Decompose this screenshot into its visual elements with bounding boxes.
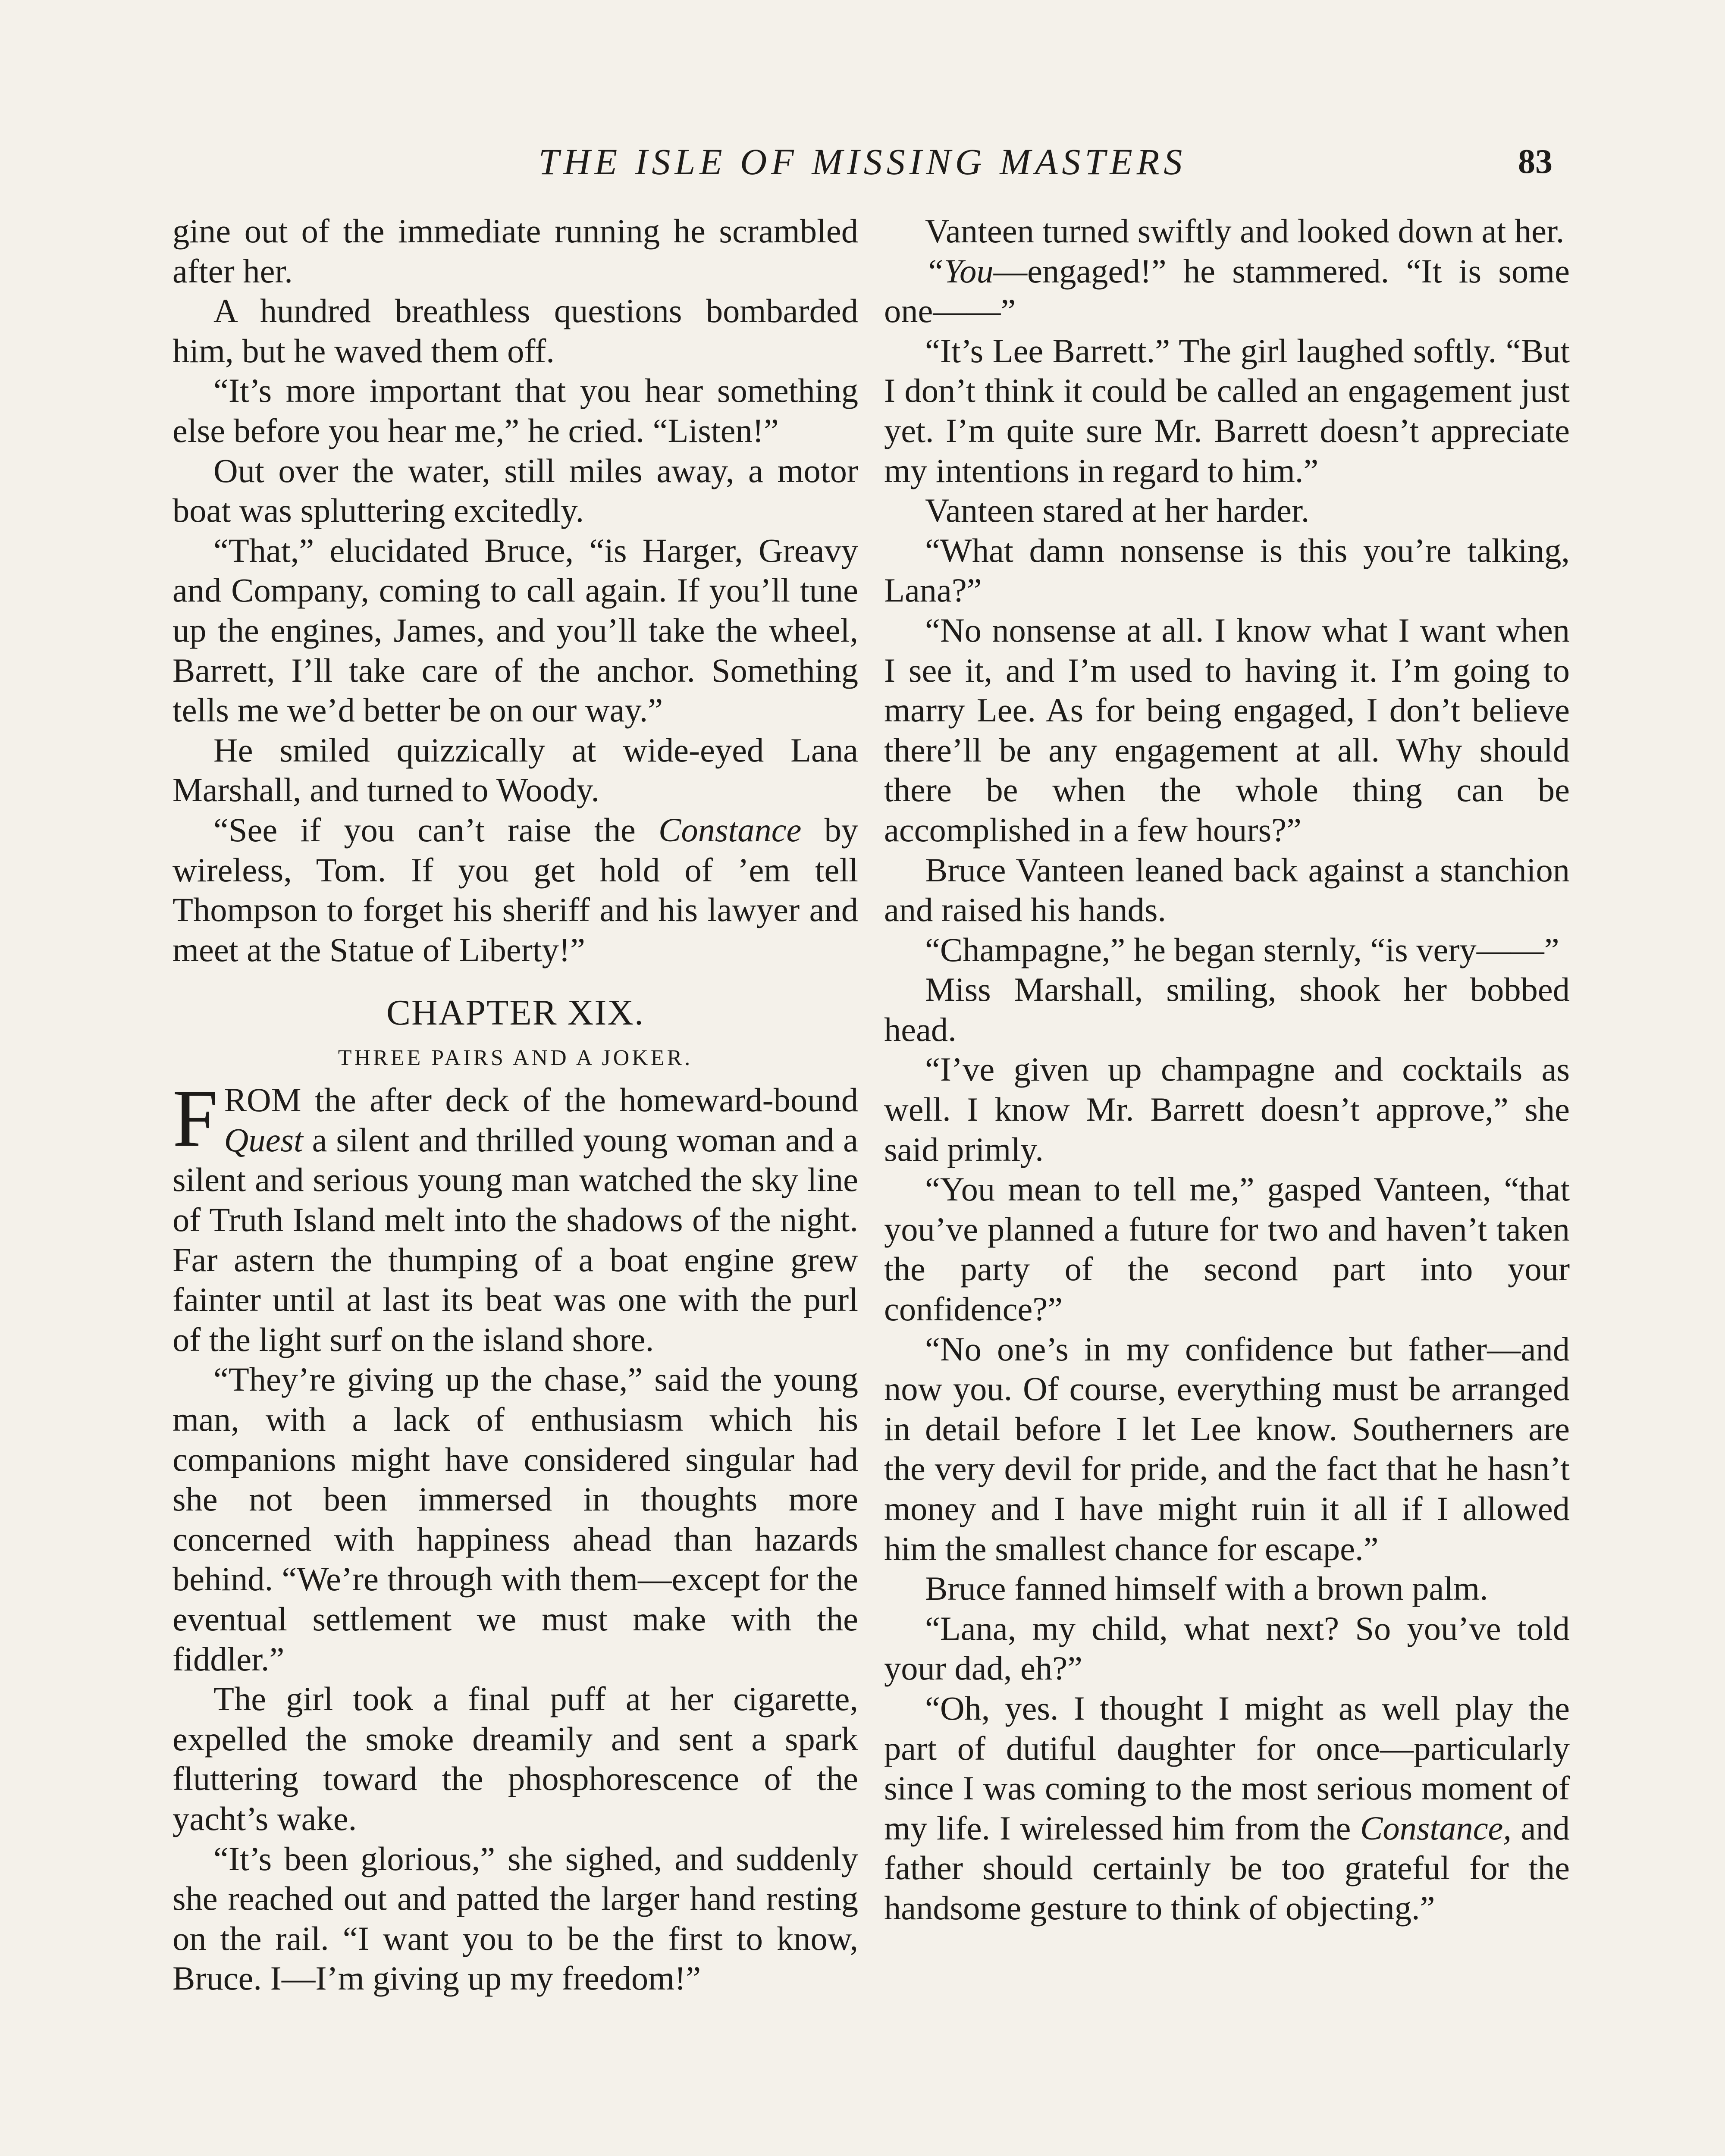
paragraph: Miss Marshall, smiling, shook her bobbed head.	[884, 971, 1570, 1048]
text-run: “See if you can’t raise the	[213, 811, 659, 849]
paragraph: “It’s Lee Barrett.” The girl laughed softly. “But I don’t think it could be called an engagement just yet. I’m quite sure Mr. Barrett doesn’t appreciate my intentions in regard to him.”	[884, 332, 1570, 489]
ship-name: Constance	[659, 811, 802, 849]
ship-name: Quest	[224, 1121, 303, 1159]
paragraph	[172, 1073, 858, 1360]
text-run: —engaged!” he stammered. “It is some one——”	[884, 252, 1570, 330]
paragraph: “No nonsense at all. I know what I want when I see it, and I’m used to having it. I’m going to marry Lee. As for being engaged, I don’t believe there’ll be any engagement at all. Why should there be when the whole thing can be accomplished in a few hours?”	[884, 611, 1570, 849]
text-run: and father should certainly be too grateful for the handsome gesture to think of objecting.”	[884, 1809, 1570, 1927]
paragraph	[172, 810, 858, 970]
paragraph: Bruce Vanteen leaned back against a stanchion and raised his hands.	[884, 851, 1570, 929]
paragraph: “What damn nonsense is this you’re talking, Lana?”	[884, 531, 1570, 609]
paragraph: He smiled quizzically at wide-eyed Lana Marshall, and turned to Woody.	[172, 731, 858, 809]
paragraph: “You mean to tell me,” gasped Vanteen, “that you’ve planned a future for two and haven’t taken the party of the second part into your confidence?”	[884, 1170, 1570, 1328]
left-column	[172, 211, 858, 1999]
paragraph: “It’s been glorious,” she sighed, and suddenly she reached out and patted the larger hand resting on the rail. “I want you to be the first to know, Bruce. I—I’m giving up my freedom!”	[172, 1839, 858, 1997]
paragraph: Out over the water, still miles away, a motor boat was spluttering excitedly.	[172, 451, 858, 530]
running-head	[172, 129, 1552, 194]
text-run: “Oh, yes. I thought I might as well play the part of dutiful daughter for once—particularly since I was coming to the most serious moment of my life. I wirelessed him from the	[884, 1689, 1570, 1847]
running-title: THE ISLE OF MISSING MASTERS	[538, 141, 1187, 182]
paragraph	[884, 1689, 1570, 1928]
paragraph: Vanteen stared at her harder.	[925, 492, 1310, 530]
paragraph: “It’s more important that you hear something else before you hear me,” he cried. “Listen!”	[172, 372, 858, 449]
paragraph: “Champagne,” he began sternly, “is very——”	[925, 931, 1559, 968]
right-column	[884, 211, 1570, 1928]
paragraph	[884, 251, 1570, 331]
chapter-subtitle-text: THREE PAIRS AND A JOKER.	[338, 1046, 693, 1071]
paragraph: The girl took a final puff at her cigarette, expelled the smoke dreamily and sent a spark fluttering toward the phosphorescence of the yacht’s wake.	[172, 1680, 858, 1837]
chapter-title: CHAPTER XIX.	[386, 993, 644, 1033]
paragraph: “No one’s in my confidence but father—and now you. Of course, everything must be arranged in detail before I let Lee know. Southerners are the very devil for pride, and the fact that he hasn’t money and I have might ruin it all if I allowed him the smallest chance for escape.”	[884, 1330, 1570, 1567]
text-run: ROM the after deck of the homeward-bound	[224, 1081, 858, 1119]
paragraph: “I’ve given up champagne and cocktails as well. I know Mr. Barrett doesn’t approve,” she said primly.	[884, 1050, 1570, 1168]
emphasis: “You	[925, 252, 994, 290]
text-run: by wireless, Tom. If you get hold of ’em tell Thompson to forget his sheriff and his lawyer and meet at the Statue of Liberty!”	[172, 811, 858, 968]
text-run: a silent and thrilled young woman and a silent and serious young man watched the sky line of Truth Island melt into the shadows of the night. Far astern the thumping of a boat engine grew fainter until at last its beat was one with the purl of the light surf on the island shore.	[172, 1121, 858, 1358]
paragraph: “That,” elucidated Bruce, “is Harger, Greavy and Company, coming to call again. If you’ll tune up the engines, James, and you’ll take the wheel, Barrett, I’ll take care of the anchor. Something tells me we’d better be on our way.”	[172, 531, 858, 729]
paragraph: gine out of the immediate running he scrambled after her.	[172, 212, 858, 290]
paragraph: Bruce fanned himself with a brown palm.	[925, 1570, 1488, 1608]
paragraph: A hundred breathless questions bombarded him, but he waved them off.	[172, 292, 858, 370]
chapter-subtitle	[172, 1039, 858, 1078]
drop-cap: F	[172, 1073, 218, 1164]
ship-name: Constance,	[1360, 1809, 1512, 1847]
paragraph: Vanteen turned swiftly and looked down at her.	[925, 212, 1565, 250]
paragraph: “Lana, my child, what next? So you’ve told your dad, eh?”	[884, 1609, 1570, 1687]
page-number: 83	[1518, 143, 1552, 181]
paragraph: “They’re giving up the chase,” said the young man, with a lack of enthusiasm which his companions might have considered singular had she not been immersed in thoughts more concerned with happiness ahead than hazards behind. “We’re through with them—except for the eventual settlement we must make with the fiddler.”	[172, 1360, 858, 1678]
